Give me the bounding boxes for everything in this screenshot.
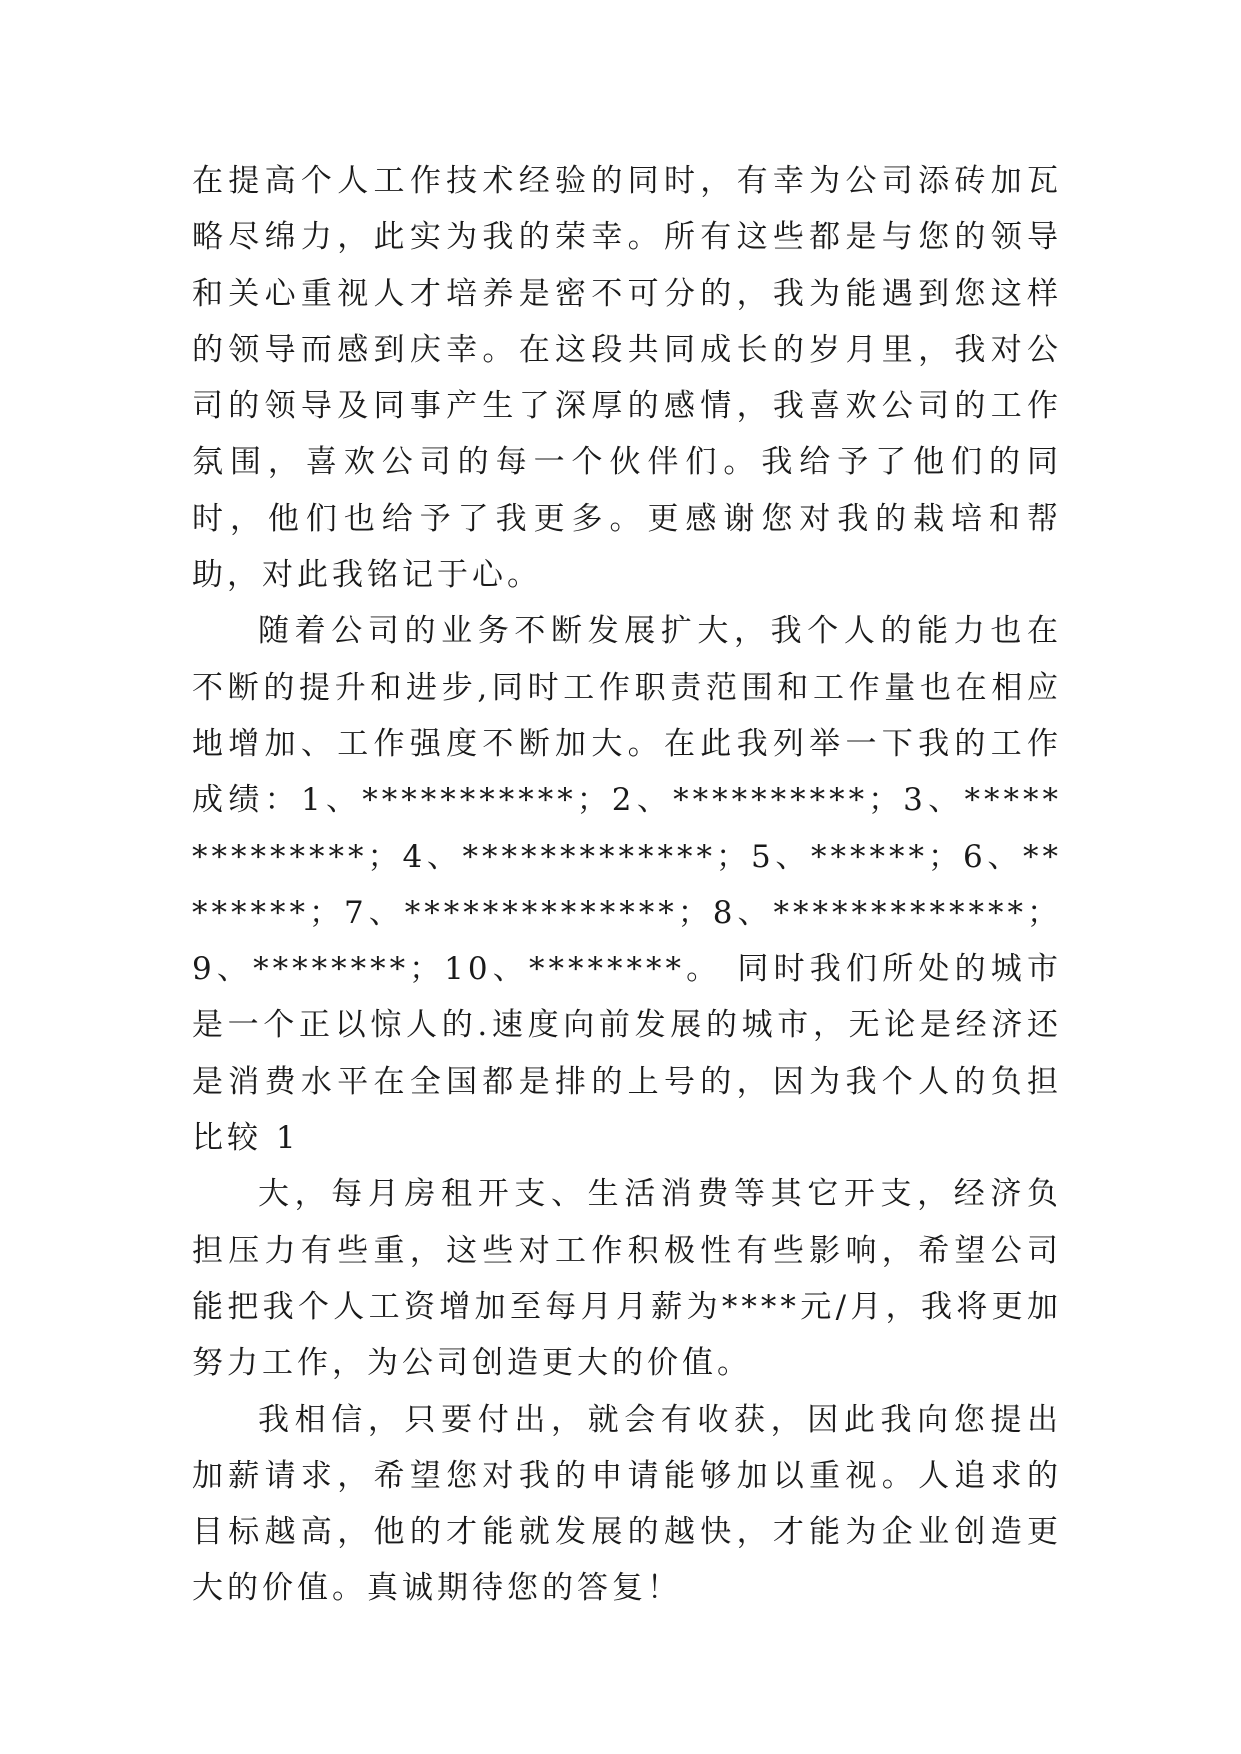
- document-body: [192, 153, 1062, 1617]
- paragraph-3: 大，每月房租开支、生活消费等其它开支，经济负担压力有些重，这些对工作积极性有些影响，希望公司能把我个人工资增加至每月月薪为****元/月，我将更加努力工作，为公司创造更大的价值。: [192, 1176, 1062, 1382]
- paragraph-2: 随着公司的业务不断发展扩大，我个人的能力也在不断的提升和进步,同时工作职责范围和工作量也在相应地增加、工作强度不断加大。在此我列举一下我的工作成绩：1、***********；2、**********；3、**************；4、*************；5、******；6、********；7、**************；8、*************；9、********；10、********。 同时我们所处的城市是一个正以惊人的.速度向前发展的城市，无论是经济还是消费水平在全国都是排的上号的，因为我个人的负担比较 1: [192, 613, 1062, 1157]
- paragraph-1: 在提高个人工作技术经验的同时，有幸为公司添砖加瓦略尽绵力，此实为我的荣幸。所有这些都是与您的领导和关心重视人才培养是密不可分的，我为能遇到您这样的领导而感到庆幸。在这段共同成长的岁月里，我对公司的领导及同事产生了深厚的感情，我喜欢公司的工作氛围，喜欢公司的每一个伙伴们。我给予了他们的同时，他们也给予了我更多。更感谢您对我的栽培和帮助，对此我铭记于心。: [192, 163, 1062, 594]
- paragraph-4: 我相信，只要付出，就会有收获，因此我向您提出加薪请求，希望您对我的申请能够加以重视。人追求的目标越高，他的才能就发展的越快，才能为企业创造更大的价值。真诚期待您的答复！: [192, 1401, 1062, 1607]
